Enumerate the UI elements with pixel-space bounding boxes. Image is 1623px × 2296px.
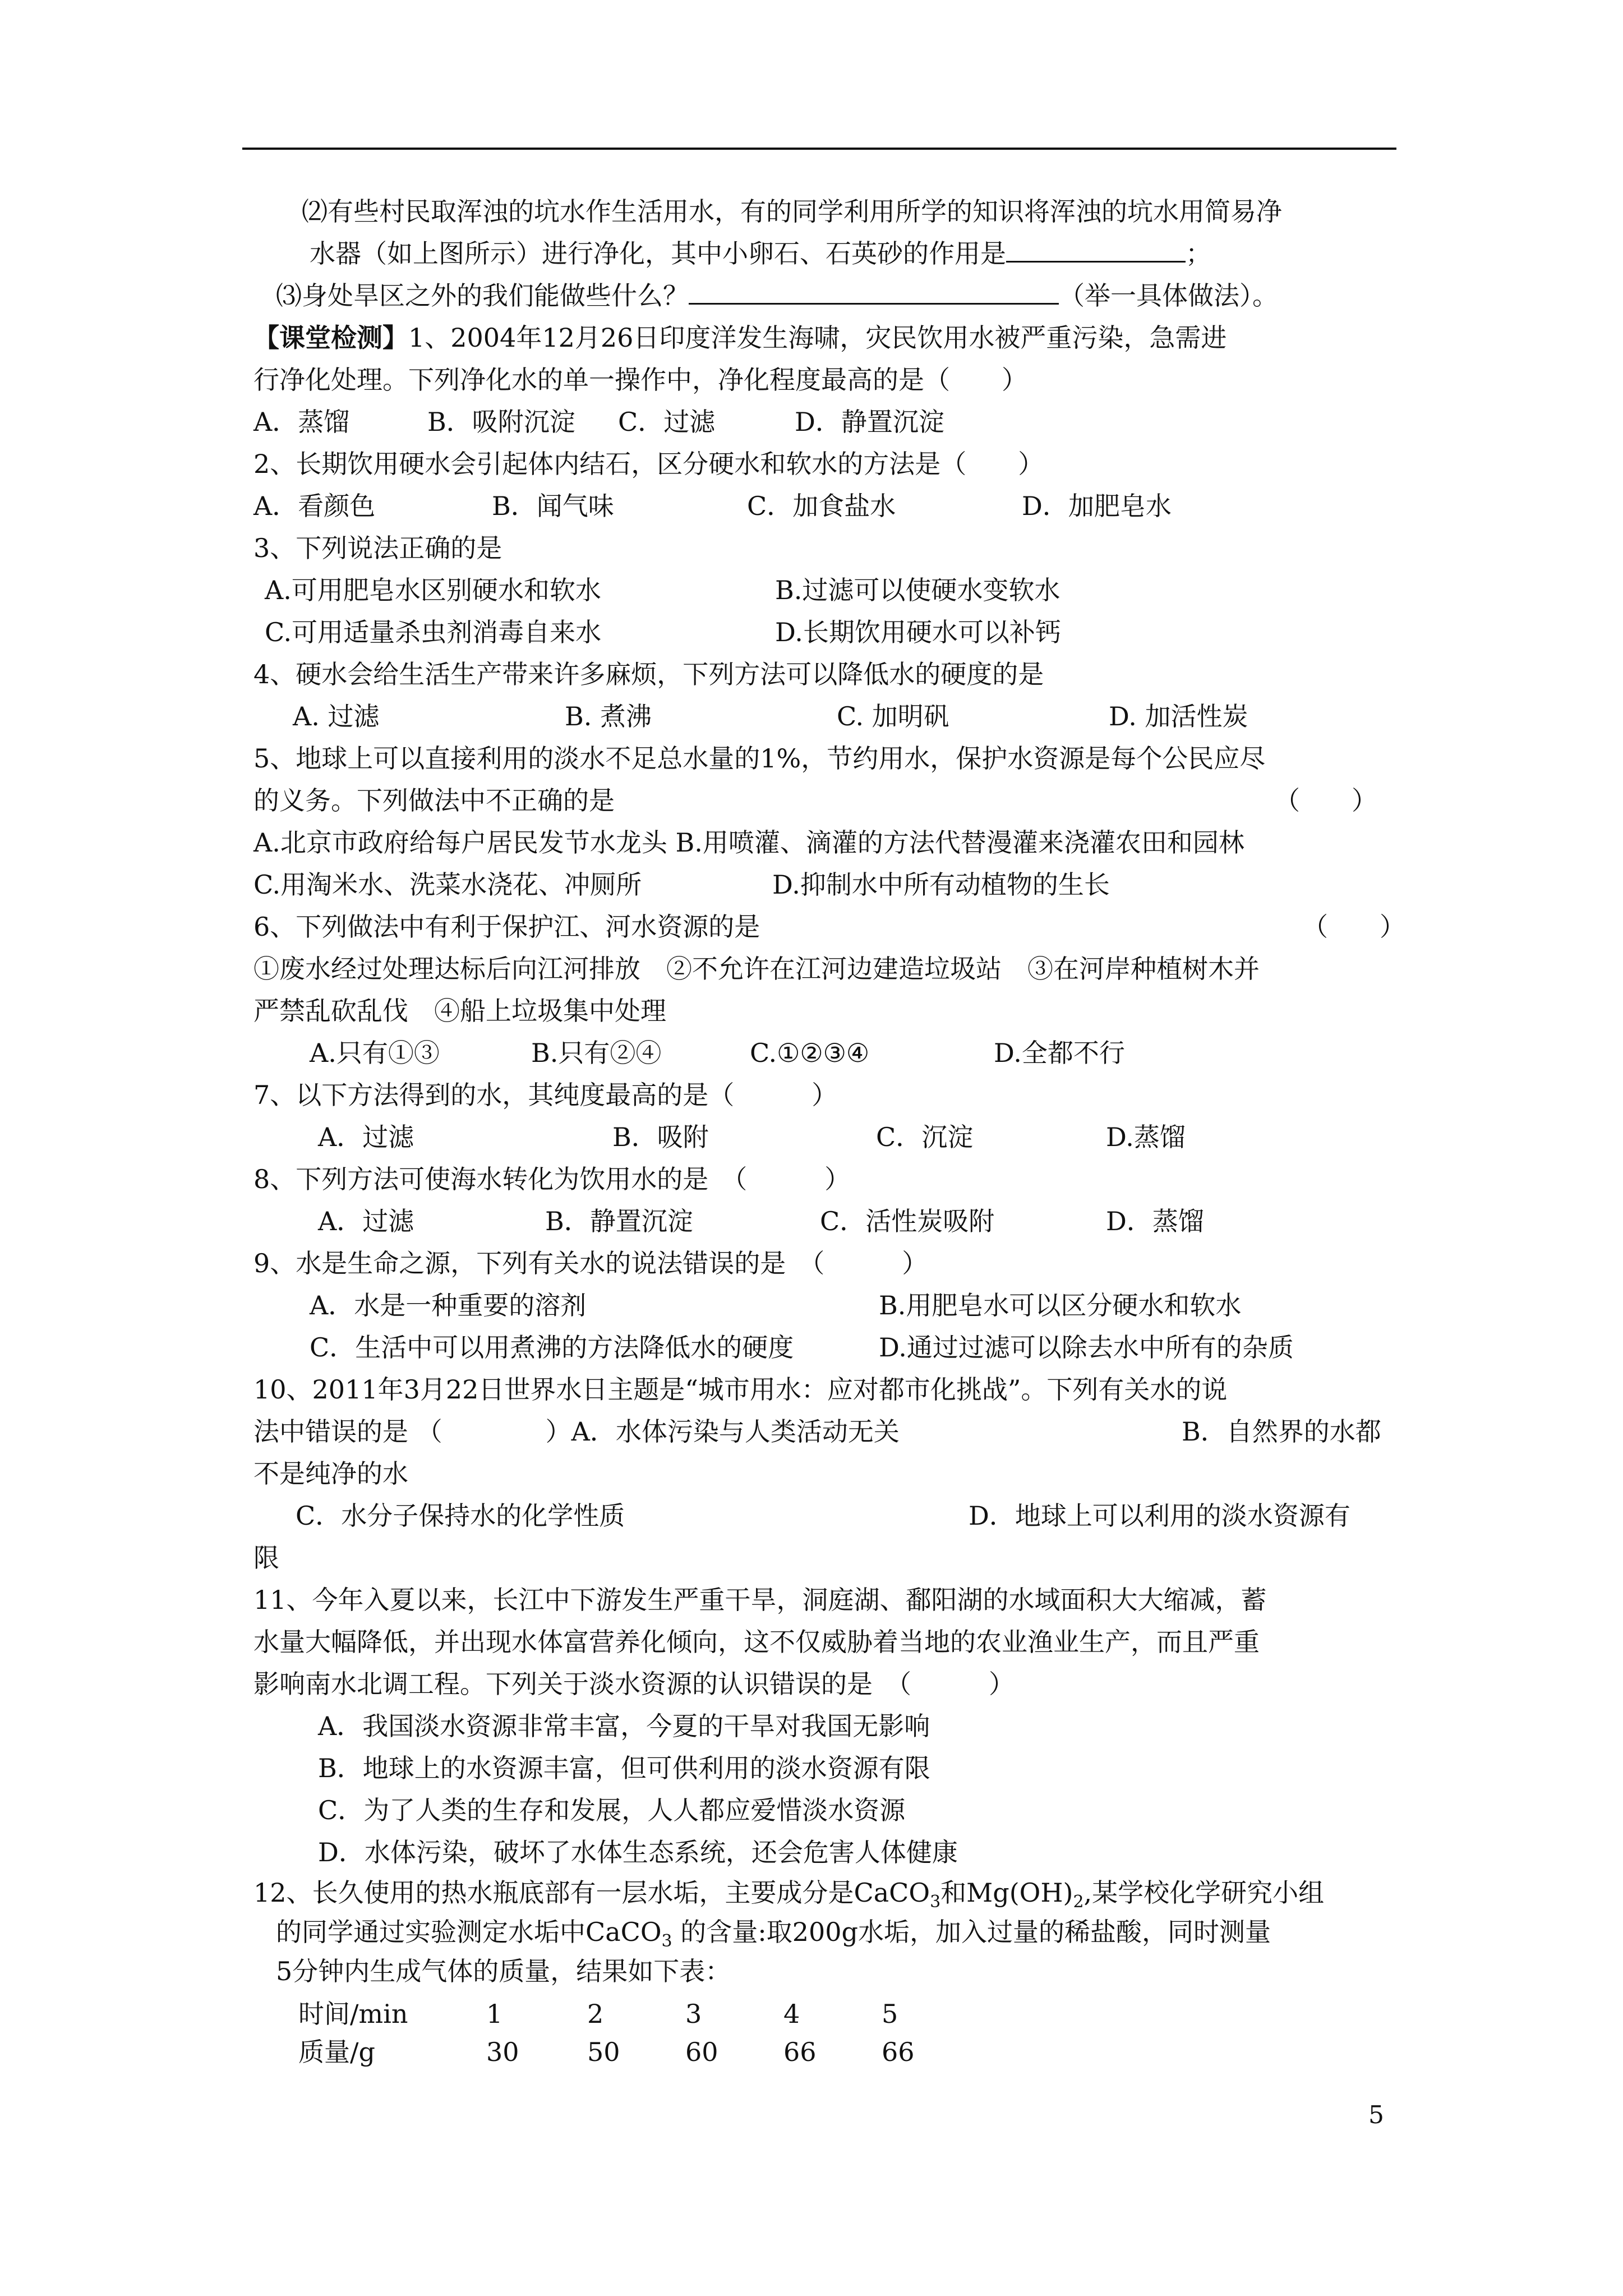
q1-stem-a xyxy=(253,317,1398,359)
q10-line-1 xyxy=(253,1369,1398,1411)
text: 2、长期饮用硬水会引起体内结石，区分硬水和软水的方法是（ ） xyxy=(253,449,1044,479)
option[interactable]: B.过滤可以使硬水变软水 xyxy=(775,575,1061,605)
option[interactable]: D．加肥皂水 xyxy=(1022,491,1172,521)
text: ,某学校化学研究小组 xyxy=(1083,1878,1325,1908)
option[interactable]: C．活性炭吸附 xyxy=(820,1206,995,1236)
q7-options xyxy=(253,1116,1398,1158)
table-cell: 60 xyxy=(685,2037,718,2067)
header-rule xyxy=(242,148,1396,150)
option[interactable]: A．看颜色 xyxy=(253,491,376,521)
table-cell: 时间/min xyxy=(298,1999,408,2029)
page-number: 5 xyxy=(1368,2101,1384,2129)
table-cell: 3 xyxy=(685,1999,702,2029)
option[interactable]: B.只有②④ xyxy=(531,1038,662,1068)
answer-blank[interactable] xyxy=(689,280,1059,305)
text: 水器（如上图所示）进行净化，其中小卵石、石英砂的作用是 xyxy=(310,238,1006,269)
option[interactable]: C．生活中可以用煮沸的方法降低水的硬度 xyxy=(310,1332,794,1363)
text: 行净化处理。下列净化水的单一操作中，净化程度最高的是（ ） xyxy=(253,365,1027,395)
q-prev-line-2b xyxy=(253,233,1398,275)
text: ⑵有些村民取浑浊的坑水作生活用水，有的同学利用所学的知识将浑浊的坑水用简易净 xyxy=(302,196,1282,227)
option[interactable]: C. 加明矾 xyxy=(837,701,949,731)
q11-line-2 xyxy=(253,1621,1398,1663)
option[interactable]: B．吸附 xyxy=(612,1122,709,1152)
option[interactable]: A.可用肥皂水区别硬水和软水 xyxy=(265,575,601,605)
q9-options-row2 xyxy=(253,1327,1398,1369)
q11-line-1 xyxy=(253,1579,1398,1621)
q9-options-row1 xyxy=(253,1285,1398,1327)
text: ⑶身处旱区之外的我们能做些什么？ xyxy=(276,280,689,311)
option[interactable]: D．静置沉淀 xyxy=(795,407,944,437)
q4-options xyxy=(253,696,1398,738)
text: 3、下列说法正确的是 xyxy=(253,533,502,563)
table-cell: 5 xyxy=(882,1999,898,2029)
option[interactable]: A. 过滤 xyxy=(293,701,380,731)
q5-stem-b xyxy=(253,780,1398,822)
q10-line-5 xyxy=(253,1537,1398,1579)
option[interactable]: C．为了人类的生存和发展，人人都应爱惜淡水资源 xyxy=(318,1795,906,1825)
section-title: 【课堂检测】 xyxy=(253,323,408,353)
q2-options xyxy=(253,485,1398,527)
option[interactable]: C．水分子保持水的化学性质 xyxy=(296,1501,625,1531)
q2-stem xyxy=(253,443,1398,485)
q9-stem xyxy=(253,1243,1398,1285)
option[interactable]: C．加食盐水 xyxy=(747,491,896,521)
q10-line-2 xyxy=(253,1411,1398,1453)
option[interactable]: A.只有①③ xyxy=(310,1038,440,1068)
table-cell: 质量/g xyxy=(298,2037,375,2067)
option[interactable]: D.蒸馏 xyxy=(1106,1122,1186,1152)
option[interactable]: C．过滤 xyxy=(618,407,716,437)
text: 5、地球上可以直接利用的淡水不足总水量的1%，节约用水，保护水资源是每个公民应尽 xyxy=(253,743,1266,774)
option[interactable]: A.北京市政府给每户居民发节水龙头 B.用喷灌、滴灌的方法代替漫灌来浇灌农田和园林 xyxy=(253,827,1244,858)
table-cell: 1 xyxy=(486,1999,503,2029)
option[interactable]: B．地球上的水资源丰富，但可供利用的淡水资源有限 xyxy=(318,1753,930,1783)
text: 的义务。下列做法中不正确的是 xyxy=(253,785,615,816)
text: ； xyxy=(1186,238,1211,269)
option[interactable]: C.可用适量杀虫剂消毒自来水 xyxy=(265,617,602,647)
q10-line-3 xyxy=(253,1453,1398,1495)
text: 的含量:取200g水垢，加入过量的稀盐酸，同时测量 xyxy=(672,1917,1271,1947)
text: 12、长久使用的热水瓶底部有一层水垢，主要成分是CaCO xyxy=(253,1878,930,1908)
q-prev-line-3 xyxy=(253,275,1398,317)
option[interactable]: B.用肥皂水可以区分硬水和软水 xyxy=(879,1290,1242,1320)
q5-option-ab xyxy=(253,822,1398,864)
answer-blank[interactable] xyxy=(1006,238,1186,263)
text: 水量大幅降低，并出现水体富营养化倾向，这不仅威胁着当地的农业渔业生产，而且严重 xyxy=(253,1627,1260,1657)
q1-options xyxy=(253,401,1398,443)
text: 10、2011年3月22日世界水日主题是“城市用水：应对都市化挑战”。下列有关水的说 xyxy=(253,1374,1228,1405)
text: 严禁乱砍乱伐 ④船上垃圾集中处理 xyxy=(253,996,666,1026)
table-row xyxy=(298,1995,1398,2033)
table-cell: 66 xyxy=(783,2037,817,2067)
option[interactable]: 法中错误的是 （ ）A．水体污染与人类活动无关 xyxy=(253,1416,900,1447)
data-table xyxy=(298,1995,1398,2071)
option[interactable]: A．蒸馏 xyxy=(253,407,350,437)
q6-stem xyxy=(253,906,1405,948)
option[interactable]: D. 加活性炭 xyxy=(1109,701,1248,731)
text: 影响南水北调工程。下列关于淡水资源的认识错误的是 （ ） xyxy=(253,1669,1015,1699)
option[interactable]: A．过滤 xyxy=(318,1206,414,1236)
text: 的同学通过实验测定水垢中CaCO xyxy=(276,1917,662,1947)
text: ①废水经过处理达标后向江河排放 ②不允许在江河边建造垃圾站 ③在河岸种植树木并 xyxy=(253,954,1260,984)
subscript: 3 xyxy=(661,1931,672,1952)
table-cell: 2 xyxy=(587,1999,604,2029)
q4-stem xyxy=(253,654,1398,696)
option[interactable]: C.①②③④ xyxy=(750,1038,870,1068)
q5-stem-a xyxy=(253,738,1398,780)
text: 9、水是生命之源，下列有关水的说法错误的是 （ ） xyxy=(253,1248,928,1278)
option[interactable]: D．地球上可以利用的淡水资源有 xyxy=(969,1501,1350,1531)
q6-items-a xyxy=(253,948,1398,990)
q12-line-1 xyxy=(253,1874,1398,1913)
table-cell: 50 xyxy=(587,2037,620,2067)
table-cell: 4 xyxy=(783,1999,800,2029)
option[interactable]: C.用淘米水、洗菜水浇花、冲厕所 xyxy=(253,869,642,900)
q12-line-3 xyxy=(253,1952,1398,1991)
text: 6、下列做法中有利于保护江、河水资源的是 xyxy=(253,912,760,942)
option[interactable]: B．闻气味 xyxy=(492,491,614,521)
option[interactable]: D.抑制水中所有动植物的生长 xyxy=(772,869,1110,900)
q12-line-2 xyxy=(253,1913,1398,1952)
q11-option-b[interactable] xyxy=(253,1747,1398,1789)
q7-stem xyxy=(253,1074,1398,1116)
q1-stem-b xyxy=(253,359,1398,401)
option[interactable]: B．静置沉淀 xyxy=(545,1206,693,1236)
text: 不是纯净的水 xyxy=(253,1458,408,1489)
option[interactable]: A．过滤 xyxy=(318,1122,414,1152)
q11-option-d[interactable] xyxy=(253,1832,1398,1874)
text: 7、以下方法得到的水，其纯度最高的是（ ） xyxy=(253,1080,838,1110)
text: 4、硬水会给生活生产带来许多麻烦，下列方法可以降低水的硬度的是 xyxy=(253,659,1044,689)
answer-paren[interactable]: （ ） xyxy=(1302,912,1405,942)
option[interactable]: D.通过过滤可以除去水中所有的杂质 xyxy=(879,1332,1294,1363)
q11-option-c[interactable] xyxy=(253,1789,1398,1832)
q3-options-row1 xyxy=(253,569,1398,611)
text: 限 xyxy=(253,1543,279,1573)
text: 8、下列方法可使海水转化为饮用水的是 （ ） xyxy=(253,1164,851,1194)
option[interactable]: D.全都不行 xyxy=(994,1038,1125,1068)
answer-paren[interactable]: （ ） xyxy=(1274,785,1377,816)
option[interactable]: C．沉淀 xyxy=(876,1122,974,1152)
text: 和Mg(OH) xyxy=(940,1878,1073,1908)
table-cell: 30 xyxy=(486,2037,519,2067)
text: 11、今年入夏以来，长江中下游发生严重干旱，洞庭湖、鄱阳湖的水域面积大大缩减，蓄 xyxy=(253,1585,1267,1615)
q5-option-cd xyxy=(253,864,1398,906)
q11-option-a[interactable] xyxy=(253,1705,1398,1747)
q11-line-3 xyxy=(253,1663,1398,1705)
option[interactable]: D.长期饮用硬水可以补钙 xyxy=(775,617,1061,647)
document-body xyxy=(253,191,1405,2071)
q-prev-line-2a xyxy=(253,191,1398,233)
option[interactable]: A．水是一种重要的溶剂 xyxy=(310,1290,587,1320)
option[interactable]: B．自然界的水都 xyxy=(1182,1416,1381,1447)
q3-options-row2 xyxy=(253,611,1398,654)
option[interactable]: D．蒸馏 xyxy=(1106,1206,1204,1236)
text: 5分钟内生成气体的质量，结果如下表： xyxy=(276,1956,731,1986)
subscript: 3 xyxy=(930,1892,941,1912)
q10-line-4 xyxy=(253,1495,1398,1537)
text: （举一具体做法）。 xyxy=(1059,280,1278,311)
option[interactable]: A．我国淡水资源非常丰富，今夏的干旱对我国无影响 xyxy=(318,1711,930,1741)
text: 1、2004年12月26日印度洋发生海啸，灾民饮用水被严重污染，急需进 xyxy=(408,323,1227,353)
q8-stem xyxy=(253,1158,1398,1200)
option[interactable]: B. 煮沸 xyxy=(565,701,652,731)
table-row xyxy=(298,2033,1398,2071)
option[interactable]: B．吸附沉淀 xyxy=(427,407,575,437)
q8-options xyxy=(253,1200,1398,1243)
q3-stem xyxy=(253,527,1398,569)
q6-items-b xyxy=(253,990,1398,1032)
subscript: 2 xyxy=(1073,1892,1084,1912)
table-cell: 66 xyxy=(882,2037,915,2067)
option[interactable]: D．水体污染，破坏了水体生态系统，还会危害人体健康 xyxy=(318,1837,958,1867)
q6-options xyxy=(253,1032,1398,1074)
